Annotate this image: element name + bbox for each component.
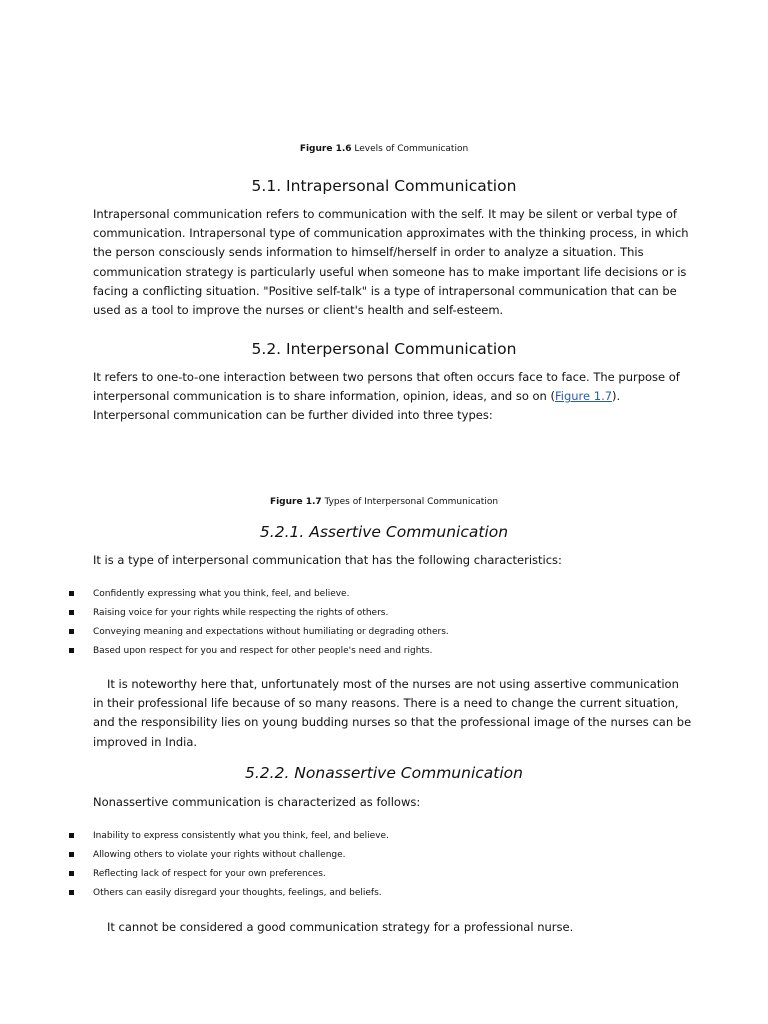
- list-item-text: Raising voice for your rights while respecting the rights of others.: [93, 608, 389, 618]
- figure-1-7-caption: [0, 496, 768, 508]
- section-5-2-body-before: It refers to one-to-one interaction between two persons that often occurs face to face. The purpose of interpersonal communication is to share information, opinion, ideas, and so on (: [93, 370, 680, 404]
- section-5-2-2-heading: 5.2.2. Nonassertive Communication: [245, 764, 523, 782]
- bullet-square-icon: [69, 629, 74, 634]
- figure-1-7-label: Figure 1.7: [269, 497, 322, 507]
- figure-1-7-link[interactable]: Figure 1.7: [554, 389, 613, 404]
- list-item-text: Inability to express consistently what you think, feel, and believe.: [93, 831, 389, 841]
- list-item: [0, 827, 768, 846]
- list-item-text: Others can easily disregard your thoughts, feelings, and beliefs.: [93, 888, 382, 898]
- bullet-square-icon: [69, 871, 74, 876]
- list-item: [0, 585, 768, 604]
- list-item-text: Based upon respect for you and respect for other people's need and rights.: [93, 646, 433, 656]
- assertive-characteristics-list: [0, 585, 768, 661]
- section-5-2-heading: 5.2. Interpersonal Communication: [251, 340, 517, 358]
- section-5-2-2-intro: Nonassertive communication is characterized as follows:: [93, 795, 421, 809]
- section-5-1-heading: 5.1. Intrapersonal Communication: [251, 177, 517, 195]
- list-item-text: Reflecting lack of respect for your own preferences.: [93, 869, 326, 879]
- figure-1-6-text: Levels of Communication: [351, 144, 469, 154]
- list-item-text: Confidently expressing what you think, feel, and believe.: [93, 589, 350, 599]
- section-5-2-body-after: ). Interpersonal communication can be further divided into three types:: [93, 389, 621, 423]
- list-item: [0, 642, 768, 661]
- bullet-square-icon: [69, 648, 74, 653]
- list-item-text: Conveying meaning and expectations without humiliating or degrading others.: [93, 627, 449, 637]
- figure-1-6-label: Figure 1.6: [299, 144, 352, 154]
- list-item: [0, 865, 768, 884]
- section-5-2-2-note: It cannot be considered a good communication strategy for a professional nurse.: [107, 920, 574, 934]
- list-item-text: Allowing others to violate your rights without challenge.: [93, 850, 346, 860]
- bullet-square-icon: [69, 852, 74, 857]
- section-5-2-1-note: It is noteworthy here that, unfortunately most of the nurses are not using assertive communication in their professional life because of so many reasons. There is a need to change the current situation, and the responsibility lies on young budding nurses so that the professional image of the nurses can be improved in India.: [93, 677, 692, 749]
- section-5-1-body: Intrapersonal communication refers to communication with the self. It may be silent or verbal type of communication. Intrapersonal type of communication approximates with the thinking process, in which the person consciously sends information to himself/herself in order to analyze a situation. This communication strategy is particularly useful when someone has to make important life decisions or is facing a conflicting situation. "Positive self-talk" is a type of intrapersonal communication that can be used as a tool to improve the nurses or client's health and self-esteem.: [93, 207, 689, 318]
- section-5-2-1-intro: It is a type of interpersonal communication that has the following characteristics:: [93, 553, 562, 567]
- list-item: [0, 604, 768, 623]
- bullet-square-icon: [69, 890, 74, 895]
- list-item: [0, 623, 768, 642]
- bullet-square-icon: [69, 610, 74, 615]
- list-item: [0, 884, 768, 903]
- nonassertive-characteristics-list: [0, 827, 768, 903]
- section-5-2-body: [93, 368, 693, 426]
- figure-1-7-text: Types of Interpersonal Communication: [321, 497, 499, 507]
- section-5-2-1-heading: 5.2.1. Assertive Communication: [259, 523, 509, 541]
- bullet-square-icon: [69, 833, 74, 838]
- list-item: [0, 846, 768, 865]
- bullet-square-icon: [69, 591, 74, 596]
- figure-1-6-caption: [0, 143, 768, 155]
